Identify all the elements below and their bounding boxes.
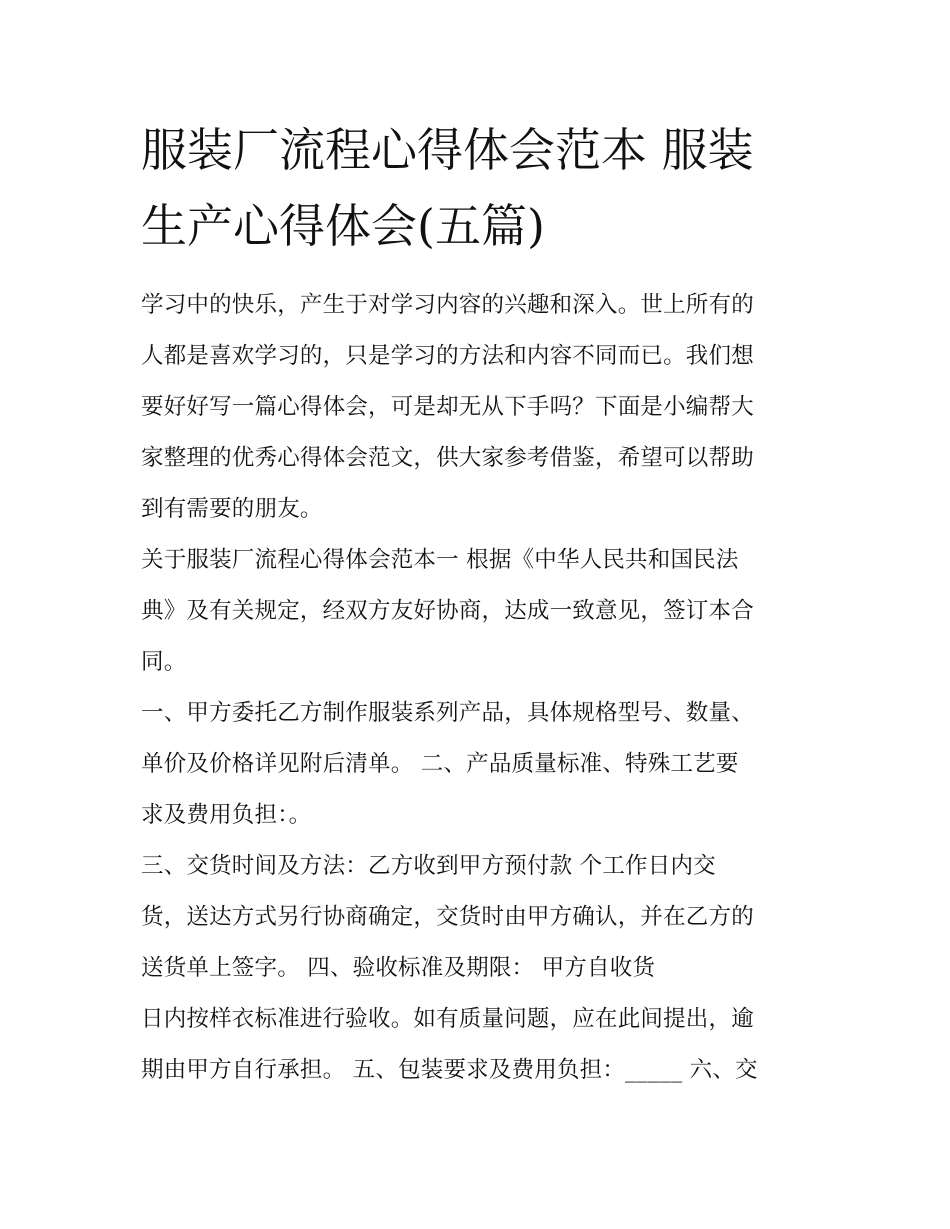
document-title	[141, 112, 813, 264]
body-line: 学习中的快乐，产生于对学习内容的兴趣和深入。世上所有的	[141, 292, 754, 318]
document-page	[141, 112, 813, 1096]
body-line: 求及费用负担：。	[141, 802, 312, 828]
body-line: 三、交货时间及方法：乙方收到甲方预付款 个工作日内交	[141, 853, 716, 879]
body-line: 关于服装厂流程心得体会范本一 根据《中华人民共和国民法	[141, 547, 739, 573]
title-line: 服装厂流程心得体会范本 服装	[141, 123, 754, 177]
body-line: 送货单上签字。 四、验收标准及期限： 甲方自收货	[141, 955, 656, 981]
body-line: 日内按样衣标准进行验收。如有质量问题，应在此间提出，逾	[141, 1006, 754, 1032]
body-line: 单价及价格详见附后清单。 二、产品质量标准、特殊工艺要	[141, 751, 739, 777]
body-line: 人都是喜欢学习的，只是学习的方法和内容不同而已。我们想	[141, 343, 754, 369]
body-line: 家整理的优秀心得体会范文，供大家参考借鉴，希望可以帮助	[141, 445, 754, 471]
title-line: 生产心得体会(五篇)	[141, 199, 545, 253]
body-line: 要好好写一篇心得体会，可是却无从下手吗？下面是小编帮大	[141, 394, 754, 420]
body-line: 一、甲方委托乙方制作服装系列产品，具体规格型号、数量、	[141, 700, 754, 726]
document-body	[141, 280, 813, 1096]
body-line: 同。	[141, 649, 187, 675]
body-line: 货，送达方式另行协商确定，交货时由甲方确认，并在乙方的	[141, 904, 754, 930]
body-line: 期由甲方自行承担。 五、包装要求及费用负担：_____ 六、交	[141, 1057, 758, 1083]
body-line: 到有需要的朋友。	[141, 496, 323, 522]
body-line: 典》及有关规定，经双方友好协商，达成一致意见，签订本合	[141, 598, 754, 624]
